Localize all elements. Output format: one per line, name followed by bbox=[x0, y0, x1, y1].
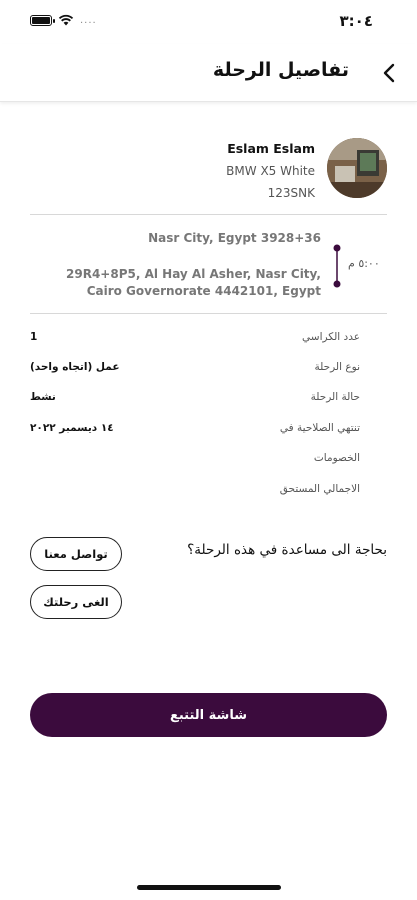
help-text: بحاجة الى مساعدة في هذه الرحلة؟ bbox=[187, 542, 387, 558]
info-row-trip-type bbox=[30, 361, 360, 379]
home-indicator bbox=[137, 885, 281, 890]
status-value: نشط bbox=[30, 391, 56, 403]
route-line-icon bbox=[333, 244, 341, 288]
contact-us-button[interactable]: تواصل معنا bbox=[30, 537, 122, 571]
expiry-label: تنتهي الصلاحية في bbox=[279, 422, 360, 434]
discounts-label: الخصومات bbox=[313, 452, 360, 464]
info-row-status bbox=[30, 391, 360, 409]
info-row-total bbox=[30, 483, 360, 501]
info-row-discounts bbox=[30, 452, 360, 470]
car-model: BMW X5 White bbox=[226, 164, 315, 178]
info-row-expiry bbox=[30, 422, 360, 440]
signal-dots: .... bbox=[80, 14, 97, 26]
trip-type-value: عمل (اتجاه واحد) bbox=[30, 361, 120, 373]
seats-value: 1 bbox=[30, 331, 38, 343]
driver-avatar bbox=[327, 138, 387, 198]
header bbox=[0, 44, 417, 102]
status-time: ٣:٠٤ bbox=[339, 12, 373, 30]
dropoff-address bbox=[61, 266, 321, 300]
back-button[interactable] bbox=[377, 61, 401, 85]
seats-label: عدد الكراسي bbox=[302, 331, 360, 343]
cancel-trip-button[interactable]: الغى رحلتك bbox=[30, 585, 122, 619]
route-time: ٥:٠٠ م bbox=[348, 257, 380, 270]
pickup-address: Nasr City, Egypt 3928+36 bbox=[148, 231, 321, 245]
expiry-value: ١٤ ديسمبر ٢٠٢٢ bbox=[30, 422, 114, 434]
status-bar bbox=[0, 0, 417, 44]
dropoff-line-1: 29R4+8P5, Al Hay Al Asher, Nasr City, bbox=[66, 267, 321, 281]
battery-icon bbox=[30, 15, 52, 26]
wifi-icon bbox=[58, 14, 74, 26]
divider bbox=[30, 313, 387, 314]
page-title: تفاصيل الرحلة bbox=[212, 59, 349, 81]
info-row-seats bbox=[30, 331, 360, 349]
dropoff-line-2: Cairo Governorate 4442101, Egypt bbox=[86, 284, 321, 298]
car-plate: 123SNK bbox=[267, 186, 315, 200]
status-label: حالة الرحلة bbox=[310, 391, 360, 403]
trip-type-label: نوع الرحلة bbox=[314, 361, 360, 373]
total-label: الاجمالي المستحق bbox=[279, 483, 360, 495]
divider bbox=[30, 214, 387, 215]
driver-avatar-photo bbox=[327, 138, 387, 198]
driver-name: Eslam Eslam bbox=[227, 141, 315, 156]
tracking-screen-button[interactable]: شاشة التتبع bbox=[30, 693, 387, 737]
status-icons bbox=[30, 14, 97, 26]
chevron-left-icon bbox=[382, 63, 396, 83]
